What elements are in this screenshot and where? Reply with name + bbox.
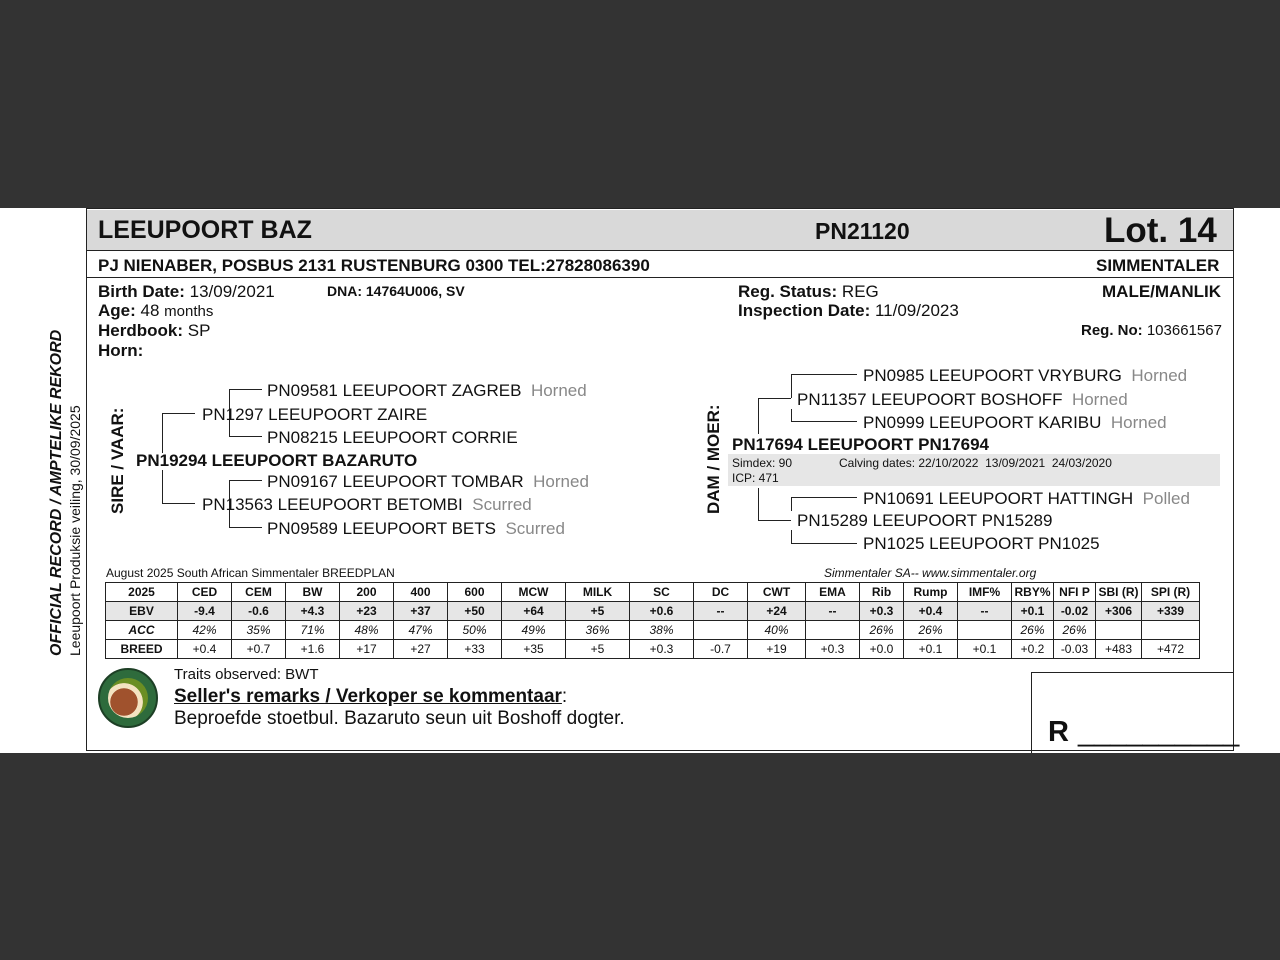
- dam-calving-dates: Calving dates: 22/10/2022 13/09/2021 24/03/2020: [839, 456, 1112, 470]
- dam-simdex: Simdex: 90: [732, 456, 793, 470]
- table-cell: [694, 621, 748, 640]
- dam-sire-dam: [863, 413, 1167, 433]
- table-cell: +306: [1096, 602, 1142, 621]
- animal-reg-number: PN21120: [815, 218, 910, 244]
- table-cell: +4.3: [286, 602, 340, 621]
- table-cell: --: [694, 602, 748, 621]
- price-blank[interactable]: __________: [1078, 716, 1240, 748]
- table-cell: +19: [748, 640, 806, 659]
- tree-line: [162, 503, 195, 504]
- table-cell: -0.03: [1054, 640, 1096, 659]
- table-row: [106, 602, 1200, 621]
- ancestor-name: PN09581 LEEUPOORT ZAGREB: [267, 381, 522, 400]
- horn-status: Horned: [530, 381, 587, 400]
- tree-line: [229, 480, 262, 481]
- remarks-title: Seller's remarks / Verkoper se kommentaar: [174, 686, 562, 707]
- price-currency: R: [1048, 716, 1069, 748]
- sire-label: SIRE / VAAR:: [108, 407, 127, 514]
- sire-name: PN19294 LEEUPOORT BAZARUTO: [136, 451, 418, 470]
- table-cell: 42%: [178, 621, 232, 640]
- table-cell: +1.6: [286, 640, 340, 659]
- table-cell: +0.0: [860, 640, 904, 659]
- table-cell: -0.6: [232, 602, 286, 621]
- dam-sire: [797, 390, 1128, 410]
- tree-line: [162, 470, 163, 504]
- table-cell: +0.1: [1012, 602, 1054, 621]
- tree-line: [791, 497, 857, 498]
- traits-observed: Traits observed: BWT: [174, 666, 319, 683]
- tree-line: [791, 543, 857, 544]
- remarks-text: Beproefde stoetbul. Bazaruto seun uit Boshoff dogter.: [174, 708, 625, 729]
- table-row: [106, 621, 1200, 640]
- table-cell: 40%: [748, 621, 806, 640]
- table-cell: +472: [1142, 640, 1200, 659]
- table-cell: +17: [340, 640, 394, 659]
- birth-date-label: Birth Date:: [98, 282, 185, 301]
- table-cell: +5: [566, 640, 630, 659]
- horn-status: Horned: [1131, 366, 1188, 385]
- ebv-header-cell: SC: [630, 583, 694, 602]
- ebv-header-cell: 200: [340, 583, 394, 602]
- table-cell: +64: [502, 602, 566, 621]
- inspection-label: Inspection Date:: [738, 301, 871, 320]
- tree-line: [758, 520, 791, 521]
- table-cell: 47%: [394, 621, 448, 640]
- tree-line: [758, 488, 759, 520]
- tree-line: [758, 398, 759, 434]
- herdbook: [98, 321, 210, 341]
- ebv-header-cell: MILK: [566, 583, 630, 602]
- table-cell: +24: [748, 602, 806, 621]
- ebv-header-cell: Rib: [860, 583, 904, 602]
- ancestor-name: PN10691 LEEUPOORT HATTINGH: [863, 489, 1134, 508]
- reg-no-label: Reg. No:: [1081, 322, 1143, 339]
- table-cell: 26%: [1054, 621, 1096, 640]
- table-cell: --: [806, 602, 860, 621]
- tree-line: [791, 374, 792, 398]
- ebv-header-cell: DC: [694, 583, 748, 602]
- table-cell: +35: [502, 640, 566, 659]
- table-cell: 38%: [630, 621, 694, 640]
- tree-line: [758, 398, 791, 399]
- ebv-header-cell: CWT: [748, 583, 806, 602]
- table-cell: +50: [448, 602, 502, 621]
- ebv-header-cell: CED: [178, 583, 232, 602]
- table-cell: [958, 621, 1012, 640]
- sire-sire-sire: [267, 381, 587, 401]
- ancestor-name: PN13563 LEEUPOORT BETOMBI: [202, 495, 463, 514]
- table-cell: [1142, 621, 1200, 640]
- tree-line: [162, 413, 195, 414]
- horn-label: Horn:: [98, 341, 144, 360]
- dam-dam-dam: PN1025 LEEUPOORT PN1025: [863, 534, 1100, 553]
- table-cell: +0.3: [860, 602, 904, 621]
- table-cell: [806, 621, 860, 640]
- age-unit: months: [164, 303, 214, 320]
- herdbook-value: SP: [187, 321, 211, 340]
- inspection-date: [738, 301, 959, 321]
- table-cell: -0.02: [1054, 602, 1096, 621]
- table-cell: +5: [566, 602, 630, 621]
- table-cell: 35%: [232, 621, 286, 640]
- table-cell: +0.3: [630, 640, 694, 659]
- remarks-colon: :: [561, 686, 568, 707]
- tree-line: [162, 413, 163, 453]
- table-cell: 26%: [1012, 621, 1054, 640]
- side-label: [48, 296, 84, 656]
- sire-sire-dam: PN08215 LEEUPOORT CORRIE: [267, 428, 518, 447]
- table-cell: +0.2: [1012, 640, 1054, 659]
- table-cell: +0.6: [630, 602, 694, 621]
- ebv-header-cell: MCW: [502, 583, 566, 602]
- reg-status-label: Reg. Status:: [738, 282, 838, 301]
- sire-sire: PN1297 LEEUPOORT ZAIRE: [202, 405, 428, 424]
- table-cell: BREED: [106, 640, 178, 659]
- table-cell: +23: [340, 602, 394, 621]
- sex: MALE/MANLIK: [1102, 282, 1221, 301]
- table-cell: ACC: [106, 621, 178, 640]
- table-cell: 49%: [502, 621, 566, 640]
- table-cell: -0.7: [694, 640, 748, 659]
- ebv-header-cell: RBY%: [1012, 583, 1054, 602]
- tree-line: [229, 436, 262, 437]
- breedplan-website: Simmentaler SA-- www.simmentaler.org: [824, 566, 1037, 580]
- owner-line: PJ NIENABER, POSBUS 2131 RUSTENBURG 0300 TEL:27828086390: [98, 256, 650, 275]
- tree-line: [229, 527, 262, 528]
- table-cell: +0.3: [806, 640, 860, 659]
- auction-label: Leeupoort Produksie veiling, 30/09/2025: [67, 405, 83, 656]
- horn-status: Horned: [533, 472, 589, 491]
- dam-dam: PN15289 LEEUPOORT PN15289: [797, 511, 1053, 530]
- ebv-header-cell: Rump: [904, 583, 958, 602]
- horn-status: Horned: [1110, 413, 1167, 432]
- ebv-header-cell: SBI (R): [1096, 583, 1142, 602]
- sire-dam: [202, 495, 532, 515]
- ancestor-name: PN09167 LEEUPOORT TOMBAR: [267, 472, 524, 491]
- tree-line: [229, 389, 262, 390]
- table-cell: 48%: [340, 621, 394, 640]
- breed-name: SIMMENTALER: [1096, 256, 1220, 275]
- table-cell: +483: [1096, 640, 1142, 659]
- ancestor-name: PN09589 LEEUPOORT BETS: [267, 519, 496, 538]
- tree-line: [791, 497, 792, 511]
- table-cell: 50%: [448, 621, 502, 640]
- table-cell: EBV: [106, 602, 178, 621]
- table-cell: +339: [1142, 602, 1200, 621]
- tree-line: [791, 374, 857, 375]
- age-label: Age:: [98, 301, 136, 320]
- table-cell: -9.4: [178, 602, 232, 621]
- ebv-header-cell: NFI P: [1054, 583, 1096, 602]
- ebv-header-cell: EMA: [806, 583, 860, 602]
- dam-label: DAM / MOER:: [704, 404, 723, 514]
- dam-icp: ICP: 471: [732, 471, 779, 485]
- horn-status: Scurred: [472, 495, 532, 514]
- horn: [98, 341, 143, 361]
- table-cell: 26%: [904, 621, 958, 640]
- table-cell: +0.4: [904, 602, 958, 621]
- table-cell: 26%: [860, 621, 904, 640]
- ebv-header-cell: CEM: [232, 583, 286, 602]
- dam-sire-sire: [863, 366, 1187, 386]
- table-cell: +33: [448, 640, 502, 659]
- reg-status: [738, 282, 879, 302]
- reg-no: [1081, 322, 1222, 339]
- age: [98, 301, 213, 321]
- table-row: [106, 640, 1200, 659]
- ebv-header-cell: BW: [286, 583, 340, 602]
- dam-name: PN17694 LEEUPOORT PN17694: [732, 435, 990, 454]
- ebv-table: [105, 582, 1200, 659]
- table-cell: +37: [394, 602, 448, 621]
- ebv-header-row: [106, 583, 1200, 602]
- ancestor-name: PN11357 LEEUPOORT BOSHOFF: [797, 390, 1063, 409]
- remarks-heading: [174, 686, 567, 708]
- simmentaler-logo: [98, 668, 158, 728]
- tree-line: [791, 530, 792, 544]
- sire-dam-sire: [267, 472, 589, 492]
- ebv-header-cell: IMF%: [958, 583, 1012, 602]
- table-cell: +0.4: [178, 640, 232, 659]
- table-cell: [1096, 621, 1142, 640]
- animal-name: LEEUPOORT BAZ: [98, 216, 312, 244]
- birth-date-value: 13/09/2021: [189, 282, 275, 301]
- age-value: 48: [140, 301, 160, 320]
- breedplan-source: August 2025 South African Simmentaler BREEDPLAN: [106, 566, 395, 580]
- ancestor-name: PN0985 LEEUPOORT VRYBURG: [863, 366, 1122, 385]
- table-cell: 71%: [286, 621, 340, 640]
- ebv-header-cell: 600: [448, 583, 502, 602]
- official-record-label: OFFICIAL RECORD / AMPTELIKE REKORD: [48, 329, 65, 656]
- horn-status: Scurred: [505, 519, 565, 538]
- inspection-value: 11/09/2023: [874, 301, 959, 320]
- ancestor-name: PN0999 LEEUPOORT KARIBU: [863, 413, 1102, 432]
- dna-code: DNA: 14764U006, SV: [327, 283, 465, 299]
- ebv-header-cell: 2025: [106, 583, 178, 602]
- table-cell: +0.1: [958, 640, 1012, 659]
- tree-line: [791, 421, 857, 422]
- table-cell: +0.7: [232, 640, 286, 659]
- table-cell: 36%: [566, 621, 630, 640]
- reg-no-value: 103661567: [1146, 322, 1222, 339]
- tree-line: [791, 409, 792, 421]
- table-cell: +0.1: [904, 640, 958, 659]
- dam-dam-sire: [863, 489, 1190, 509]
- reg-status-value: REG: [841, 282, 879, 301]
- lot-number: Lot. 14: [1104, 211, 1217, 250]
- sire-dam-dam: [267, 519, 565, 539]
- herdbook-label: Herdbook:: [98, 321, 183, 340]
- ebv-header-cell: SPI (R): [1142, 583, 1200, 602]
- birth-date: [98, 282, 275, 302]
- table-cell: --: [958, 602, 1012, 621]
- horn-status: Polled: [1142, 489, 1190, 508]
- horn-status: Horned: [1071, 390, 1128, 409]
- ebv-header-cell: 400: [394, 583, 448, 602]
- table-cell: +27: [394, 640, 448, 659]
